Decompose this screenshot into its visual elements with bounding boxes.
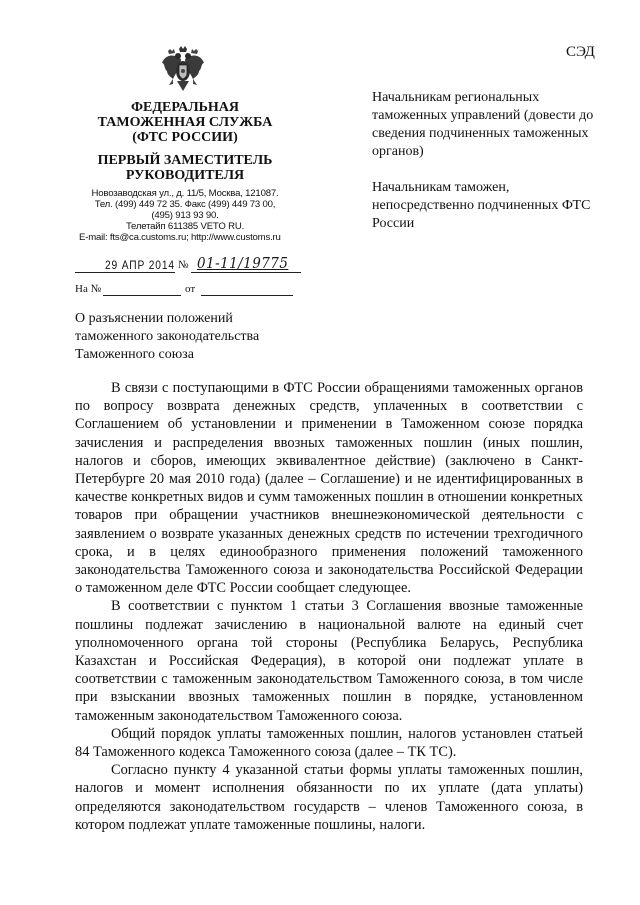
letter-body: [75, 379, 583, 834]
teletype-line: Телетайп 611385 VETO RU.: [125, 221, 245, 232]
ref-number-field: [103, 295, 181, 296]
address-line: Новозаводская ул., д. 11/5, Москва, 121087.: [91, 188, 279, 199]
number-sign: №: [178, 259, 189, 271]
registration-date: 29 АПР 2014: [105, 258, 175, 272]
org-line-1: ФЕДЕРАЛЬНАЯ: [130, 100, 239, 115]
ref-number-label: На №: [75, 283, 102, 295]
letter-subject: О разъяснении положений таможенного законодательства Таможенного союза: [75, 311, 260, 362]
registration-number: 01-11/19775: [197, 254, 289, 272]
email-line: E-mail: fts@ca.customs.ru; http://www.customs.ru: [79, 232, 281, 243]
organization-block: [75, 100, 295, 183]
addressee-regional: Начальникам региональных таможенных управлений (довести до сведения подчиненных таможенных органов): [372, 90, 594, 159]
addressee-block: [372, 89, 602, 251]
addressee-customs: Начальникам таможен, непосредственно подчиненных ФТС России: [372, 180, 591, 231]
contacts-block: [75, 188, 295, 243]
org-line-4: ПЕРВЫЙ ЗАМЕСТИТЕЛЬ: [97, 153, 273, 168]
ref-from-label: от: [185, 283, 196, 295]
org-line-2: ТАМОЖЕННАЯ СЛУЖБА: [97, 115, 273, 130]
sed-mark: СЭД: [566, 44, 595, 60]
phones-line: Тел. (499) 449 72 35. Факс (499) 449 73 00,: [94, 199, 276, 210]
coat-of-arms-icon: [159, 45, 207, 93]
org-line-5: РУКОВОДИТЕЛЯ: [125, 168, 245, 183]
ref-date-field: [201, 295, 293, 296]
body-paragraph-4: Согласно пункту 4 указанной статьи формы уплаты таможенных пошлин, налогов и момент исполнения обязанности по их уплате (дата уплаты) определяются законодательством государств – членов Таможенного союза, в котором подлежат уплате таможенные пошлины, налоги.: [75, 762, 583, 833]
reference-row: [75, 283, 305, 301]
org-line-3: (ФТС РОССИИ): [132, 130, 238, 145]
body-paragraph-2: В соответствии с пунктом 1 статьи 3 Соглашения ввозные таможенные пошлины подлежат зачислению в национальной валюте на единый счет уполномоченного органа той стороны (Республика Беларусь, Республика Казахстан и Российская Федерация), в которой они подлежат уплате в соответствии с таможенным законодательством Таможенного союза, в том числе при взыскании ввозных таможенных пошлин в порядке, установленном таможенным законодательством Таможенного союза.: [75, 598, 583, 724]
body-paragraph-1: В связи с поступающими в ФТС России обращениями таможенных органов по вопросу возврата денежных средств, уплаченных в соответствии с Соглашением об установлении и применении в Таможенном союзе порядка зачисления и распределения ввозных таможенных пошлин (иных пошлин, налогов и сборов, имеющих эквивалентное действие) (заключено в Санкт-Петербурге 20 мая 2010 года) (далее – Соглашение) и не идентифицированных в качестве конкретных видов и сумм таможенных пошлин в отношении конкретных товаров при обращении участников внешнеэкономической деятельности с заявлением о возврате указанных денежных средств по истечении трехгодичного срока, и в целях единообразного применения положений таможенного законодательства Таможенного союза и законодательства Российской Федерации о таможенном деле ФТС России сообщает следующее.: [75, 380, 583, 597]
registration-row: [75, 256, 305, 278]
phones-line-2: (495) 913 93 90.: [151, 210, 219, 221]
body-paragraph-3: Общий порядок уплаты таможенных пошлин, налогов установлен статьей 84 Таможенного кодекса Таможенного союза (далее – ТК ТС).: [75, 725, 583, 761]
